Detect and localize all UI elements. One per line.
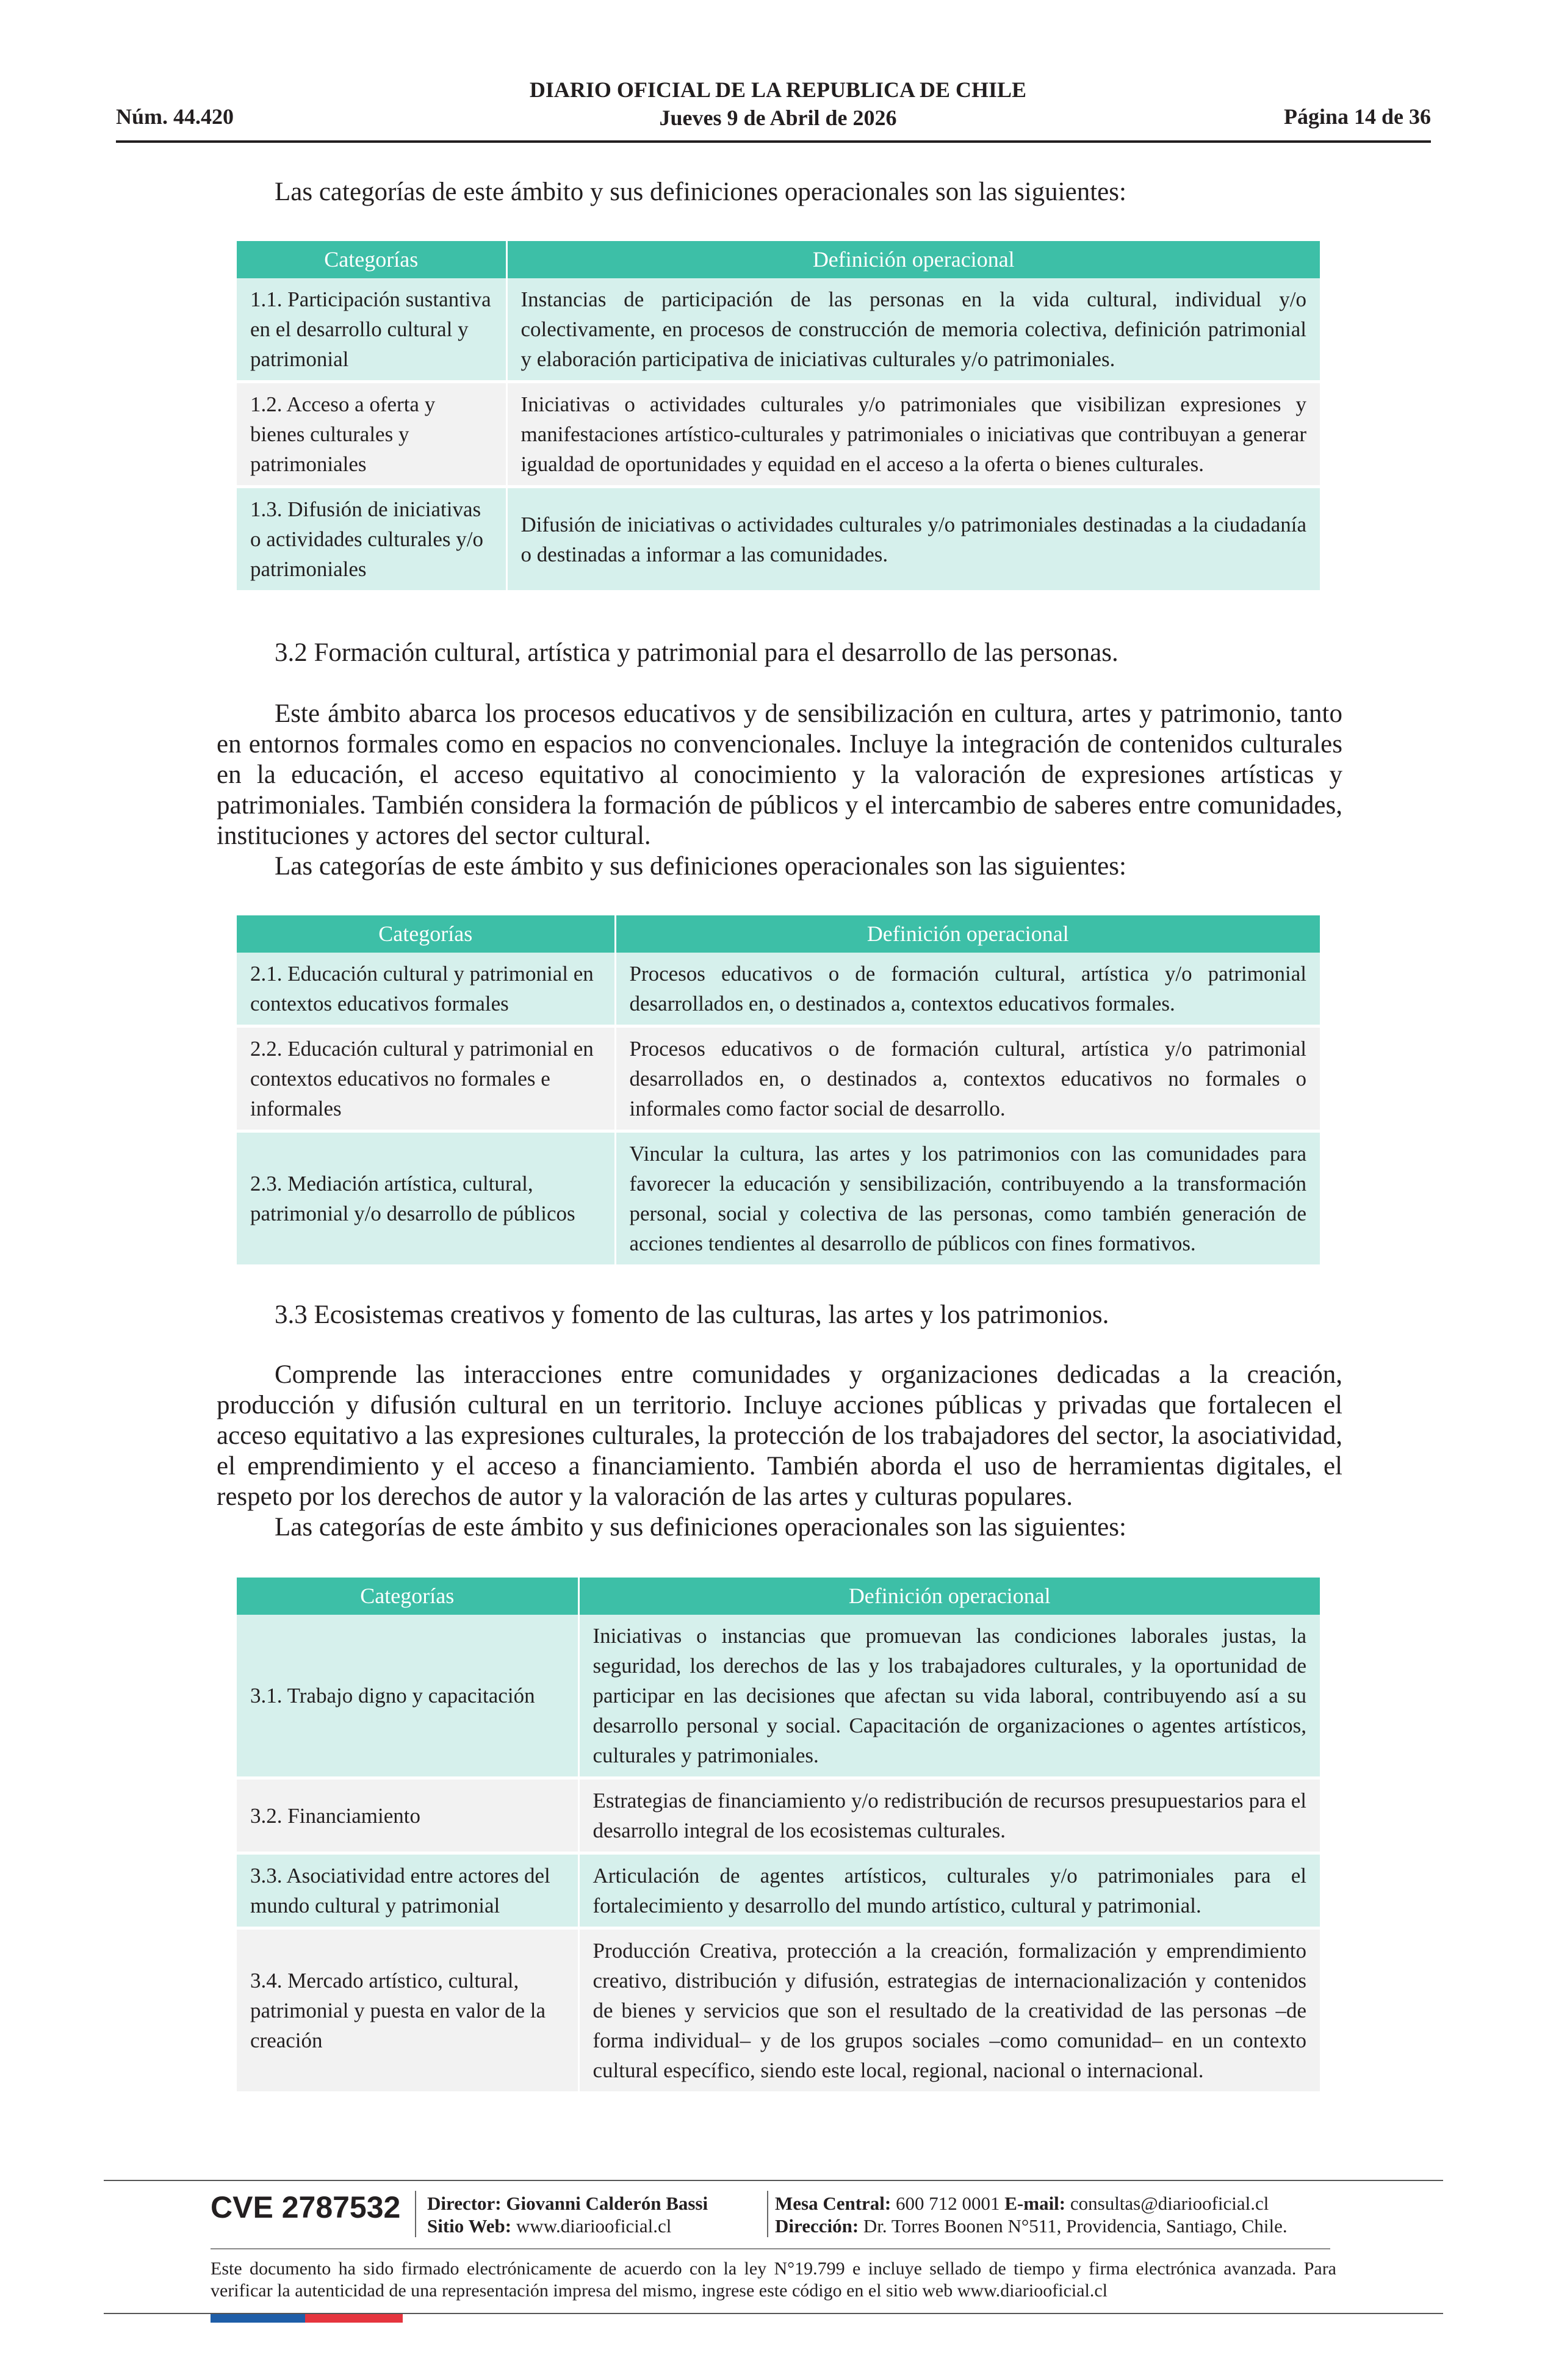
definition-cell: Procesos educativos o de formación cultural, artística y/o patrimonial desarrollados en, o destinados a, contextos educativos formales. (615, 953, 1320, 1026)
table-row (237, 382, 1320, 487)
issue-number: Núm. 44.420 (116, 104, 234, 129)
section-paragraph-3-3: Comprende las interacciones entre comunidades y organizaciones dedicadas a la creación, producción y difusión cultural en un territorio. Incluye acciones públicas y privadas que fortalecen el acceso equitativo a las expresiones culturales, la protección de los trabajadores del sector, la asociatividad, el emprendimiento y el acceso a financiamiento. También aborda el uso de herramientas digitales, el respeto por los derechos de autor y la valoración de las artes y culturas populares. (217, 1360, 1342, 1511)
column-header-categories: Categorías (237, 1578, 578, 1615)
table-header-row (237, 1578, 1320, 1615)
definition-cell: Iniciativas o actividades culturales y/o patrimoniales que visibilizan expresiones y manifestaciones artístico-culturales y patrimoniales o iniciativas que contribuyan a generar igualdad de oportunidades y equidad en el acceso a la oferta o bienes culturales. (506, 382, 1320, 487)
category-cell: 1.2. Acceso a oferta y bienes culturales y patrimoniales (237, 382, 506, 487)
footer-separator (415, 2191, 416, 2237)
column-header-definition: Definición operacional (615, 915, 1320, 953)
flag-stripe-red (305, 2314, 403, 2323)
footer-separator (767, 2191, 768, 2237)
category-cell: 2.3. Mediación artística, cultural, patrimonial y/o desarrollo de públicos (237, 1131, 615, 1266)
column-header-definition: Definición operacional (506, 241, 1320, 278)
definition-cell: Difusión de iniciativas o actividades culturales y/o patrimoniales destinadas a la ciudadanía o destinadas a informar a las comunidades. (506, 487, 1320, 592)
categories-table-1 (237, 241, 1320, 593)
category-cell: 3.1. Trabajo digno y capacitación (237, 1615, 578, 1778)
website-link[interactable]: www.diariooficial.cl (516, 2215, 672, 2237)
footer-director-info (427, 2192, 708, 2237)
table-row (237, 953, 1320, 1026)
category-cell: 1.1. Participación sustantiva en el desarrollo cultural y patrimonial (237, 278, 506, 382)
issue-date: Jueves 9 de Abril de 2026 (659, 106, 897, 130)
categories-table-2 (237, 915, 1320, 1268)
categories-table-3 (237, 1578, 1320, 2094)
legal-notice: Este documento ha sido firmado electrónicamente de acuerdo con la ley N°19.799 e incluye sellado de tiempo y firma electrónica avanzada. Para verificar la autenticidad de una representación impresa del mismo, ingrese este código en el sitio web www.diariooficial.cl (211, 2259, 1336, 2301)
address-value: Dr. Torres Boonen N°511, Providencia, Santiago, Chile. (863, 2215, 1288, 2237)
definition-cell: Vincular la cultura, las artes y los patrimonios con las comunidades para favorecer la educación y sensibilización, contribuyendo a la transformación personal, social y colectiva de las personas, como también generación de acciones tendientes al desarrollo de públicos con fines formativos. (615, 1131, 1320, 1266)
table-header-row (237, 915, 1320, 953)
section-heading-3-3: 3.3 Ecosistemas creativos y fomento de las culturas, las artes y los patrimonios. (275, 1300, 1109, 1329)
section-heading-3-2: 3.2 Formación cultural, artística y patrimonial para el desarrollo de las personas. (275, 638, 1118, 667)
column-header-definition: Definición operacional (578, 1578, 1320, 1615)
table-row (237, 1928, 1320, 2093)
definition-cell: Articulación de agentes artísticos, culturales y/o patrimoniales para el fortalecimiento y desarrollo del mundo artístico, cultural y patrimonial. (578, 1853, 1320, 1928)
column-header-categories: Categorías (237, 915, 615, 953)
email-link[interactable]: consultas@diariooficial.cl (1070, 2193, 1269, 2214)
footer-divider-top (104, 2180, 1443, 2181)
table2-intro: Las categorías de este ámbito y sus definiciones operacionales son las siguientes: (275, 852, 1126, 881)
table-row (237, 1615, 1320, 1778)
website-label: Sitio Web: (427, 2215, 512, 2237)
definition-cell: Estrategias de financiamiento y/o redistribución de recursos presupuestarios para el desarrollo integral de los ecosistemas culturales. (578, 1778, 1320, 1853)
flag-stripe-blue (211, 2314, 305, 2323)
footer-contact-info (775, 2192, 1288, 2237)
category-cell: 2.1. Educación cultural y patrimonial en contextos educativos formales (237, 953, 615, 1026)
email-label: E-mail: (1004, 2193, 1066, 2214)
table-header-row (237, 241, 1320, 278)
table-row (237, 1778, 1320, 1853)
section-paragraph-3-2: Este ámbito abarca los procesos educativos y de sensibilización en cultura, artes y patrimonio, tanto en entornos formales como en espacios no convencionales. Incluye la integración de contenidos culturales en la educación, el acceso equitativo al conocimiento y la valoración de expresiones artísticas y patrimoniales. También considera la formación de públicos y el intercambio de saberes entre comunidades, instituciones y actores del sector cultural. (217, 699, 1342, 850)
footer-divider-mid (211, 2248, 1330, 2249)
gazette-title: DIARIO OFICIAL DE LA REPUBLICA DE CHILE (529, 78, 1027, 102)
definition-cell: Instancias de participación de las personas en la vida cultural, individual y/o colectivamente, en procesos de construcción de memoria colectiva, definición patrimonial y elaboración participativa de iniciativas culturales y/o patrimoniales. (506, 278, 1320, 382)
address-label: Dirección: (775, 2215, 859, 2237)
header-divider (116, 140, 1431, 143)
definition-cell: Producción Creativa, protección a la creación, formalización y emprendimiento creativo, distribución y difusión, estrategias de internacionalización y contenidos de bienes y servicios que son el resultado de la creatividad de las personas –de forma individual– y de los grupos sociales –como comunidad– en un contexto cultural específico, siendo este local, regional, nacional o internacional. (578, 1928, 1320, 2093)
column-header-categories: Categorías (237, 241, 506, 278)
director-name: Giovanni Calderón Bassi (506, 2193, 708, 2214)
table-row (237, 1026, 1320, 1131)
mesa-central-phone: 600 712 0001 (896, 2193, 1000, 2214)
table-row (237, 487, 1320, 592)
category-cell: 1.3. Difusión de iniciativas o actividades culturales y/o patrimoniales (237, 487, 506, 592)
table-row (237, 278, 1320, 382)
category-cell: 2.2. Educación cultural y patrimonial en contextos educativos no formales e informales (237, 1026, 615, 1131)
category-cell: 3.4. Mercado artístico, cultural, patrimonial y puesta en valor de la creación (237, 1928, 578, 2093)
masthead (476, 76, 1080, 132)
definition-cell: Iniciativas o instancias que promuevan las condiciones laborales justas, la seguridad, los derechos de las y los trabajadores culturales, y la oportunidad de participar en las decisiones que afectan su vida laboral, contribuyendo así a su desarrollo personal y social. Capacitación de organizaciones o agentes artísticos, culturales y patrimoniales. (578, 1615, 1320, 1778)
cve-code: CVE 2787532 (211, 2190, 401, 2224)
page-number: Página 14 de 36 (1283, 104, 1431, 129)
table-row (237, 1131, 1320, 1266)
mesa-central-label: Mesa Central: (775, 2193, 891, 2214)
table1-intro: Las categorías de este ámbito y sus definiciones operacionales son las siguientes: (275, 178, 1126, 206)
definition-cell: Procesos educativos o de formación cultural, artística y/o patrimonial desarrollados en, o destinados a, contextos educativos no formales o informales como factor social de desarrollo. (615, 1026, 1320, 1131)
category-cell: 3.3. Asociatividad entre actores del mundo cultural y patrimonial (237, 1853, 578, 1928)
table-row (237, 1853, 1320, 1928)
table3-intro: Las categorías de este ámbito y sus definiciones operacionales son las siguientes: (275, 1513, 1126, 1542)
director-label: Director: (427, 2193, 502, 2214)
category-cell: 3.2. Financiamiento (237, 1778, 578, 1853)
